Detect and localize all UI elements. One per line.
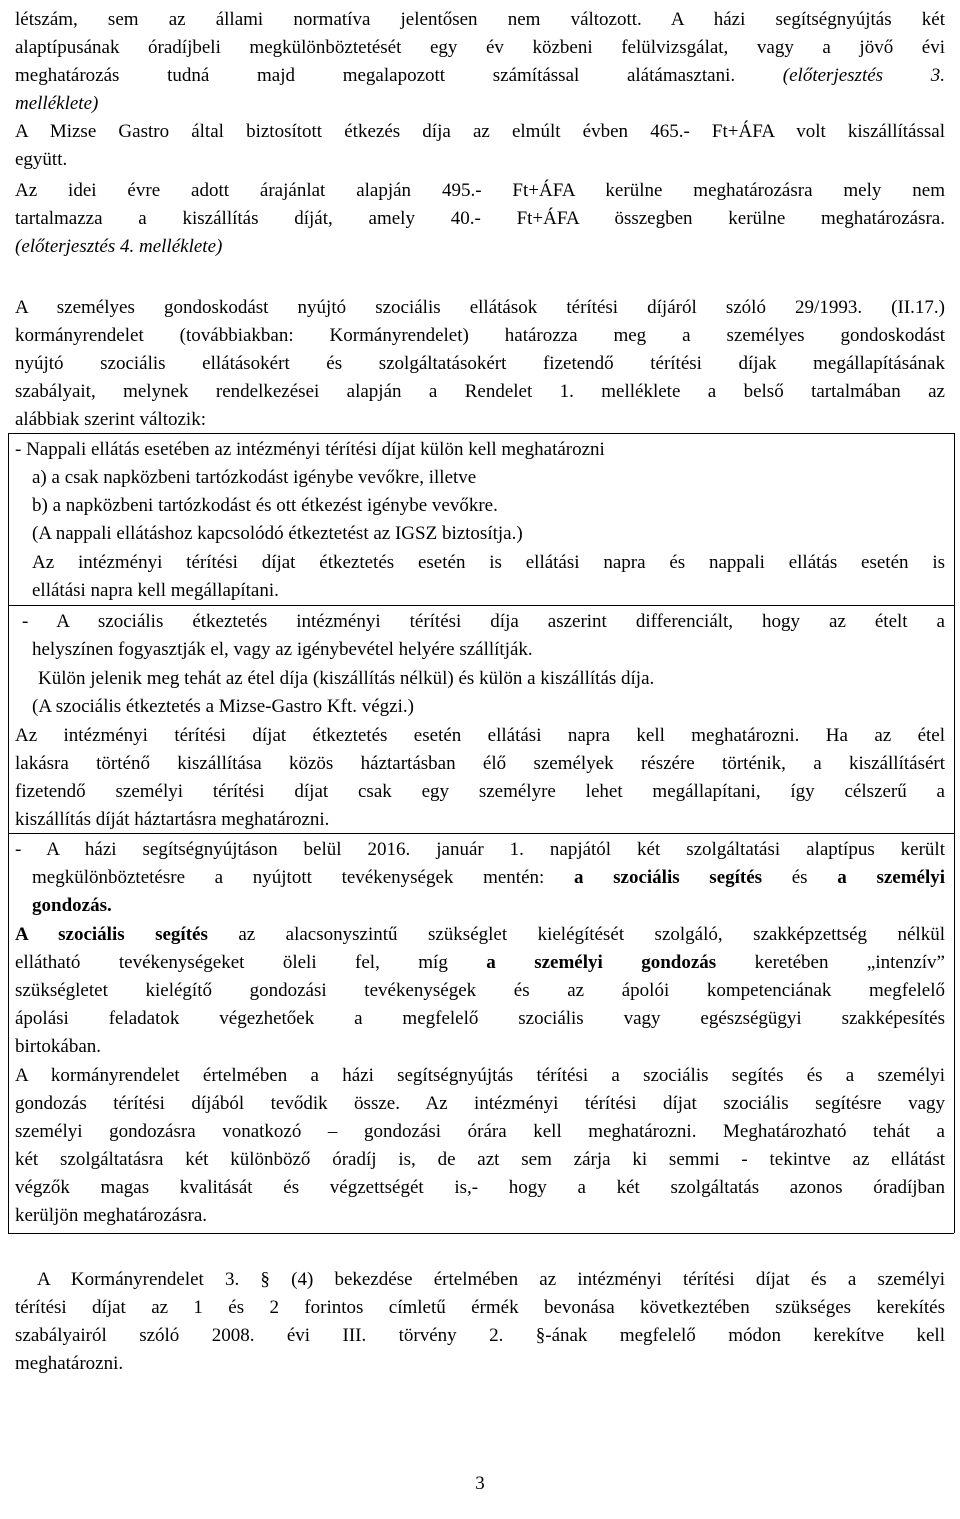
text-span: melléklete) <box>15 93 99 114</box>
text-span: Külön jelenik meg tehát az étel díja (kiszállítás nélkül) és külön a kiszállítás díja. <box>38 668 655 689</box>
text-span: A Mizse Gastro által biztosított étkezés díja az elmúlt évben 465.- Ft+ÁFA volt kiszállítással <box>15 121 945 142</box>
text-span: szabályairól szóló 2008. évi III. törvény 2. §-ának megfelelő módon kerekítve kell <box>15 1325 945 1346</box>
text-line <box>32 549 945 577</box>
text-span: (előterjesztés 4. melléklete) <box>15 236 223 257</box>
text-line <box>15 378 945 406</box>
text-line <box>15 177 945 205</box>
text-line <box>32 864 945 892</box>
text-span: fizetendő személyi térítési díjat csak egy személyre lehet megállapítani, így célszerű a <box>15 781 945 802</box>
text-span: A kormányrendelet értelmében a házi segítségnyújtás térítési a szociális segítés és a személyi <box>15 1065 945 1086</box>
text-line <box>38 665 945 693</box>
text-span: kerüljön meghatározásra. <box>15 1205 208 1226</box>
text-line <box>32 636 945 664</box>
table-border-row1 <box>8 605 954 606</box>
text-line <box>32 520 945 548</box>
text-line <box>15 1118 945 1146</box>
text-line <box>32 892 945 920</box>
text-line <box>15 1005 945 1033</box>
text-line <box>15 6 945 34</box>
text-span: b) a napközbeni tartózkodást és ott étkezést igénybe vevőkre. <box>32 495 498 516</box>
text-line <box>15 806 945 834</box>
text-span: ellátási napra kell megállapítani. <box>32 580 279 601</box>
text-span: végzők magas kvalitását és végzettségét is,- hogy a két szolgáltatás azonos óradíjban <box>15 1177 945 1198</box>
text-span: gondozás. <box>32 895 112 916</box>
text-line <box>15 1062 945 1090</box>
table-border-bottom <box>8 1233 954 1234</box>
page-number: 3 <box>475 1473 485 1494</box>
text-line <box>15 750 945 778</box>
text-line <box>15 436 945 464</box>
text-span: Az intézményi térítési díjat étkeztetés esetén is ellátási napra és nappali ellátás esetén is <box>32 552 945 573</box>
text-line <box>15 1322 945 1350</box>
text-line <box>15 350 945 378</box>
text-span: A szociális segítés <box>15 924 208 945</box>
text-span: tartalmazza a kiszállítás díját, amely 40.- Ft+ÁFA összegben kerülne meghatározásra. <box>15 208 945 229</box>
text-line <box>32 577 945 605</box>
text-span: meghatározni. <box>15 1353 124 1374</box>
text-line <box>32 492 945 520</box>
text-span: birtokában. <box>15 1036 102 1057</box>
text-line <box>15 90 945 118</box>
text-span: kiszállítás díját háztartásra meghatározni. <box>15 809 330 830</box>
text-line <box>15 233 945 261</box>
text-span: térítési díjat az 1 és 2 forintos címletű érmék bevonása következtében szükséges kerekítés <box>15 1297 945 1318</box>
text-span: keretében „intenzív” <box>716 952 945 973</box>
text-line <box>15 722 945 750</box>
text-line <box>15 34 945 62</box>
text-span: létszám, sem az állami normatíva jelentősen nem változott. A házi segítségnyújtás két <box>15 9 945 30</box>
text-span: és <box>762 867 838 888</box>
text-span: (A szociális étkeztetés a Mizse-Gastro Kft. végzi.) <box>32 696 414 717</box>
text-line <box>15 1090 945 1118</box>
text-span: a személyi <box>837 867 946 888</box>
text-span: a szociális segítés <box>573 867 763 888</box>
text-line <box>32 693 945 721</box>
text-span: Az idei évre adott árajánlat alapján 495.- Ft+ÁFA kerülne meghatározásra mely nem <box>15 180 945 201</box>
text-line <box>15 1294 945 1322</box>
text-line <box>15 1266 945 1294</box>
text-span: kormányrendelet (továbbiakban: Kormányrendelet) határozza meg a személyes gondoskodást <box>15 325 945 346</box>
text-span: lakásra történő kiszállítása közös háztartásban élő személyek részére történik, a kiszállításért <box>15 753 945 774</box>
text-span: szabályait, melynek rendelkezései alapján a Rendelet 1. melléklete a belső tartalmában az <box>15 381 945 402</box>
text-span: együtt. <box>15 149 68 170</box>
text-span: Az intézményi térítési díjat étkeztetés esetén ellátási napra kell meghatározni. Ha az étel <box>15 725 945 746</box>
text-line <box>15 1146 945 1174</box>
text-span: meghatározás tudná majd megalapozott számítással alátámasztani. <box>15 65 736 86</box>
text-line <box>15 62 945 90</box>
text-span: nyújtó szociális ellátásokért és szolgáltatásokért fizetendő térítési díjak megállapításának <box>15 353 945 374</box>
text-line <box>15 1033 945 1061</box>
text-line <box>15 205 945 233</box>
text-span: megkülönböztetésre a nyújtott tevékenységek mentén: <box>32 867 574 888</box>
text-line <box>32 464 945 492</box>
text-span: A Kormányrendelet 3. § (4) bekezdése értelmében az intézményi térítési díjat és a személyi <box>37 1269 945 1290</box>
text-span: személyi gondozásra vonatkozó – gondozási órára kell meghatározni. Meghatározható tehát a <box>15 1121 945 1142</box>
text-line <box>15 1202 945 1230</box>
text-span: - Nappali ellátás esetében az intézményi térítési díjat külön kell meghatározni <box>15 439 605 460</box>
text-span: gondozás térítési díjából tevődik össze. Az intézményi térítési díjat szociális segítésre vagy <box>15 1093 945 1114</box>
text-span: ellátható tevékenységeket öleli fel, míg <box>15 952 487 973</box>
text-line <box>15 977 945 1005</box>
text-line <box>15 118 945 146</box>
text-span: A személyes gondoskodást nyújtó szociális ellátások térítési díjáról szóló 29/1993. (II.17.) <box>15 297 945 318</box>
text-span: helyszínen fogyasztják el, vagy az igénybevétel helyére szállítják. <box>32 639 533 660</box>
text-line <box>15 322 945 350</box>
text-span: két szolgáltatásra két különböző óradíj is, de azt sem zárja ki semmi - tekintve az ellátást <box>15 1149 945 1170</box>
table-border-right <box>954 433 955 1233</box>
text-span: - A házi segítségnyújtáson belül 2016. január 1. napjától két szolgáltatási alaptípus került <box>15 839 945 860</box>
text-line <box>15 294 945 322</box>
text-span: (A nappali ellátáshoz kapcsolódó étkeztetést az IGSZ biztosítja.) <box>32 523 523 544</box>
text-span: a) a csak napközbeni tartózkodást igénybe vevőkre, illetve <box>32 467 477 488</box>
text-line <box>15 1174 945 1202</box>
table-border-left <box>8 433 9 1233</box>
text-span: (előterjesztés 3. <box>782 65 945 86</box>
text-line <box>15 406 945 434</box>
text-span: a személyi gondozás <box>486 952 717 973</box>
text-span: szükségletet kielégítő gondozási tevékenységek és az ápolói kompetenciának megfelelő <box>15 980 945 1001</box>
text-line <box>15 778 945 806</box>
text-span: alaptípusának óradíjbeli megkülönböztetését egy év közbeni felülvizsgálat, vagy a jövő évi <box>15 37 945 58</box>
text-span: - A szociális étkeztetés intézményi térítési díja aszerint differenciált, hogy az ételt a <box>22 611 945 632</box>
text-span: az alacsonyszintű szükséglet kielégítését szolgáló, szakképzettség nélkül <box>207 924 945 945</box>
text-span: alábbiak szerint változik: <box>15 409 206 430</box>
text-span: ápolási feladatok végezhetőek a megfelelő szociális vagy egészségügyi szakképesítés <box>15 1008 945 1029</box>
text-line <box>15 921 945 949</box>
text-line <box>15 1350 945 1378</box>
text-line <box>15 836 945 864</box>
text-line <box>15 949 945 977</box>
text-line <box>15 146 945 174</box>
text-line <box>15 608 945 636</box>
